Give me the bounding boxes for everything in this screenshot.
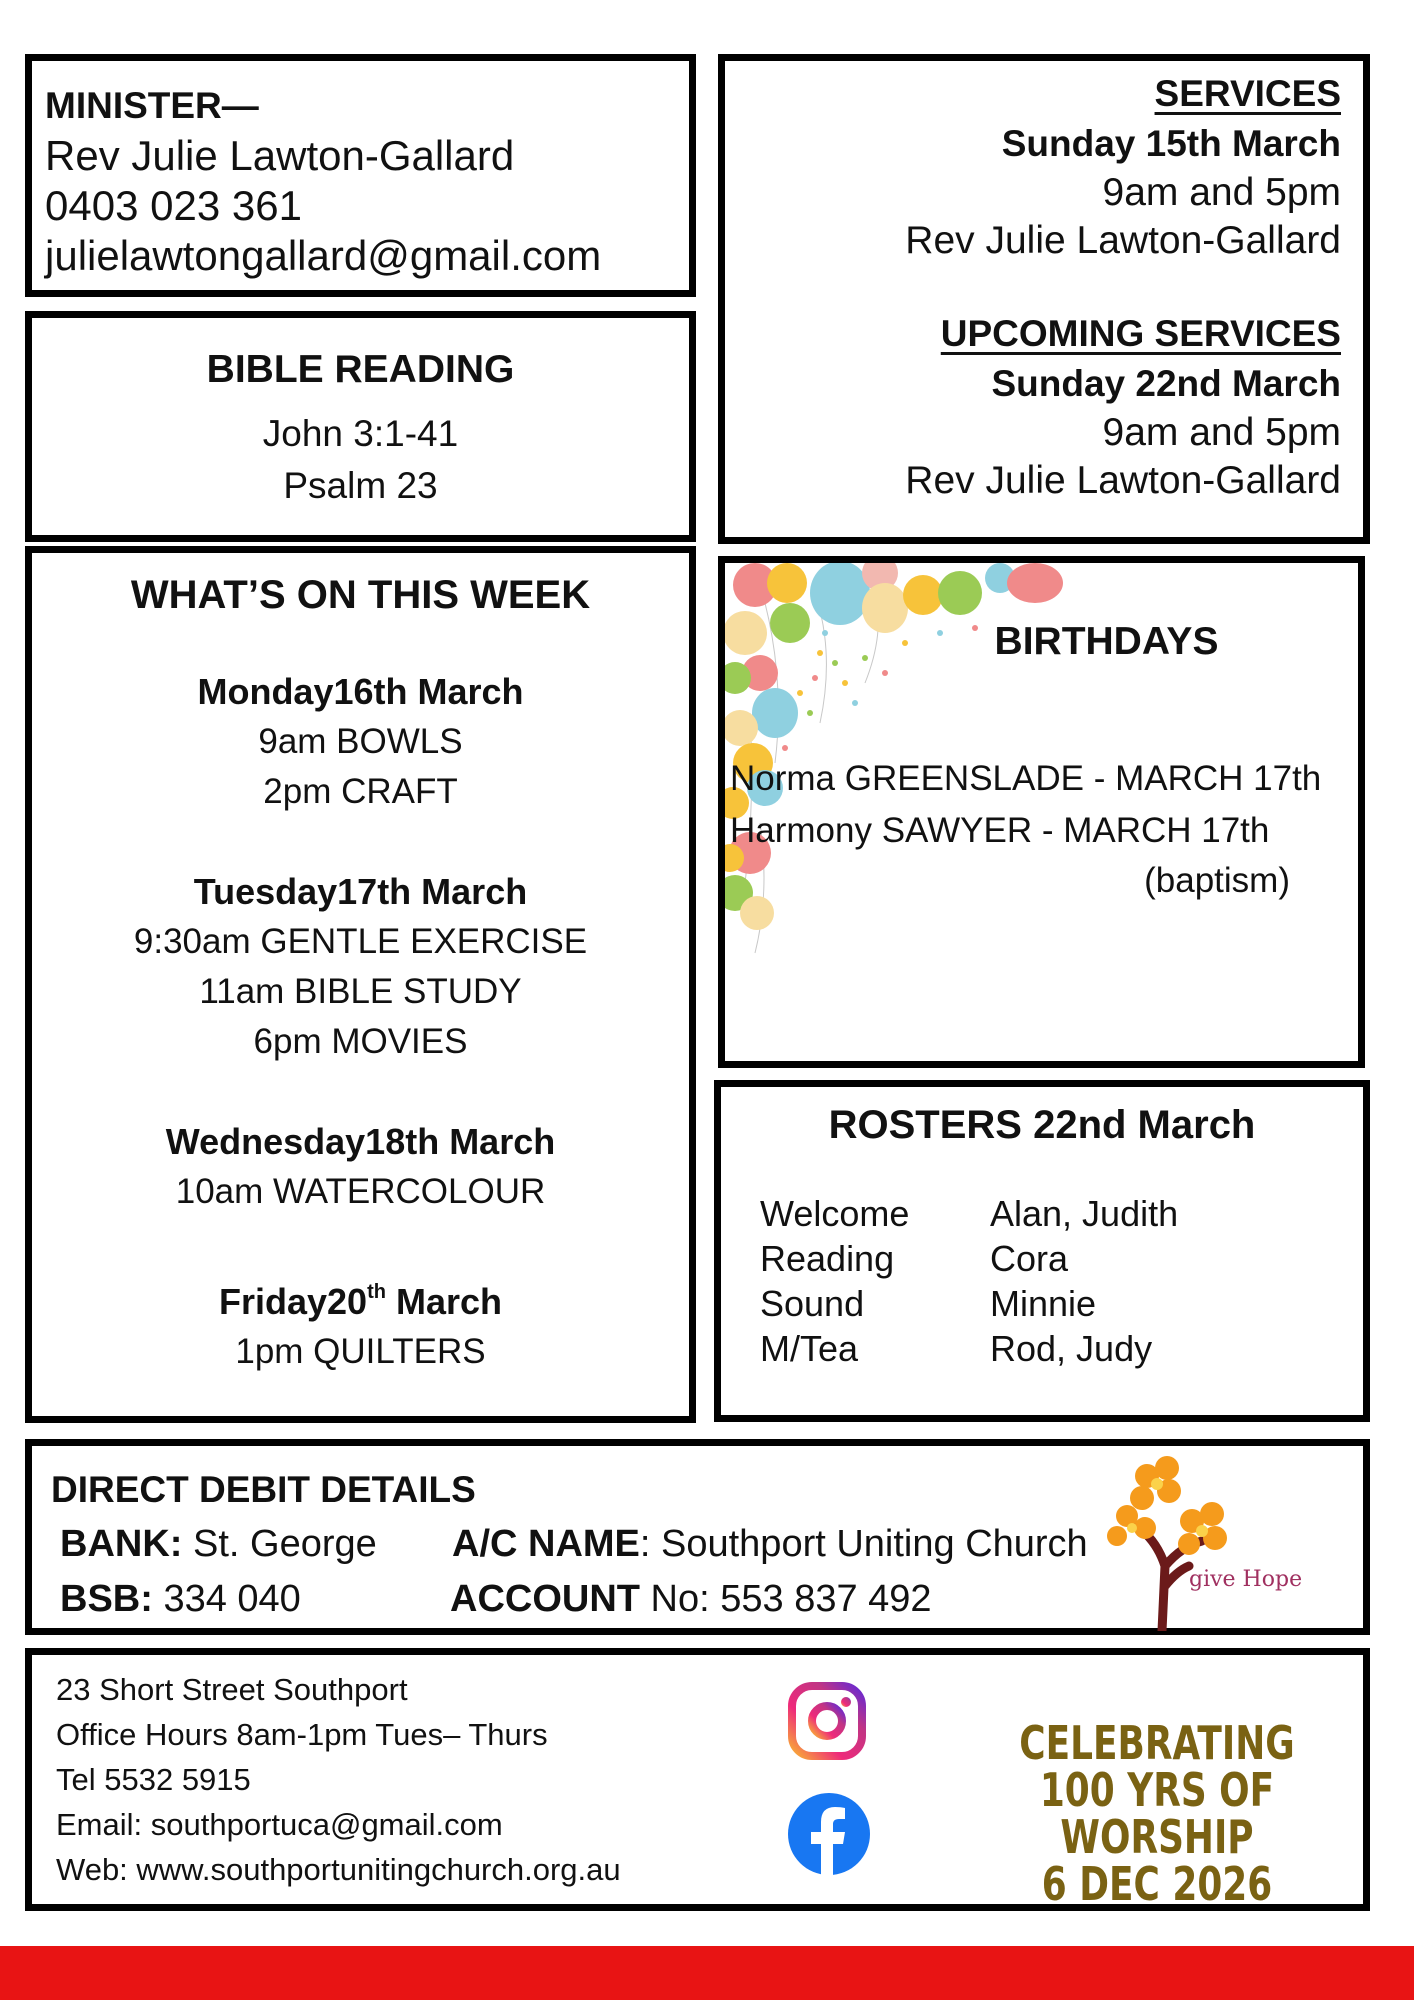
event-item: 6pm MOVIES [253, 1022, 468, 1061]
rosters-title: ROSTERS 22nd March [828, 1103, 1256, 1147]
day-heading: Wednesday18th March [165, 1121, 556, 1162]
birthdays-title: BIRTHDAYS [994, 620, 1219, 663]
instagram-icon[interactable] [787, 1681, 867, 1761]
bsb-label: BSB: [60, 1578, 153, 1620]
birthday-entry: Norma GREENSLADE - MARCH 17th [730, 759, 1322, 798]
roster-names: Alan, Judith [990, 1193, 1179, 1234]
ac-name-value: : Southport Uniting Church [639, 1523, 1088, 1565]
bank-label: BANK: [60, 1523, 183, 1565]
minister-phone: 0403 023 361 [45, 182, 302, 229]
bible-reading-title: BIBLE READING [206, 348, 515, 391]
upcoming-service-minister: Rev Julie Lawton-Gallard [905, 459, 1341, 502]
contact-web[interactable]: Web: www.southportunitingchurch.org.au [56, 1852, 621, 1887]
centenary-banner [1005, 1716, 1309, 1911]
current-service-date: Sunday 15th March [1001, 123, 1341, 164]
contact-hours: Office Hours 8am-1pm Tues– Thurs [56, 1717, 548, 1752]
birthday-note: (baptism) [1144, 861, 1290, 900]
bank-line [60, 1518, 377, 1570]
event-item: 10am WATERCOLOUR [175, 1172, 546, 1211]
account-line [450, 1573, 932, 1625]
reading-item: John 3:1-41 [262, 413, 459, 454]
roster-role: Welcome [760, 1193, 910, 1234]
current-service-times: 9am and 5pm [1102, 171, 1341, 214]
contact-box [25, 1648, 1370, 1911]
roster-names: Cora [990, 1238, 1069, 1279]
centenary-line: CELEBRATING [1019, 1716, 1295, 1770]
day-heading-prefix: Friday20 [218, 1281, 368, 1322]
upcoming-service-times: 9am and 5pm [1102, 411, 1341, 454]
event-item: 9am BOWLS [258, 722, 463, 761]
ac-name-label: A/C NAME [452, 1523, 640, 1565]
day-heading-sup: th [367, 1281, 386, 1303]
upcoming-services-heading: UPCOMING SERVICES [940, 313, 1341, 354]
roster-names: Minnie [990, 1283, 1097, 1324]
day-heading: Tuesday17th March [193, 871, 528, 912]
event-item: 9:30am GENTLE EXERCISE [133, 922, 588, 961]
day-heading [32, 1267, 689, 1327]
roster-row [760, 1237, 1068, 1281]
account-value: No: 553 837 492 [639, 1578, 932, 1620]
rosters-box [714, 1080, 1370, 1422]
centenary-line: 100 YRS OF WORSHIP [1039, 1763, 1275, 1864]
reading-item: Psalm 23 [283, 465, 438, 506]
whats-on-title: WHAT’S ON THIS WEEK [130, 573, 591, 617]
give-hope-logo [1107, 1446, 1307, 1631]
roster-names: Rod, Judy [990, 1328, 1153, 1369]
bsb-value: 334 040 [152, 1578, 301, 1620]
direct-debit-title: DIRECT DEBIT DETAILS [51, 1469, 476, 1510]
minister-box [25, 54, 696, 297]
roster-role: M/Tea [760, 1328, 859, 1369]
day-heading: Monday16th March [197, 671, 524, 712]
footer-red-bar [0, 1946, 1414, 2000]
minister-title: MINISTER— [45, 85, 259, 126]
services-box [718, 54, 1370, 544]
event-item: 1pm QUILTERS [235, 1332, 486, 1371]
roster-role: Reading [760, 1238, 895, 1279]
roster-row [760, 1282, 1096, 1326]
bank-value: St. George [182, 1523, 377, 1565]
contact-email[interactable]: Email: southportuca@gmail.com [56, 1807, 503, 1842]
direct-debit-box [25, 1439, 1370, 1635]
roster-row [760, 1327, 1152, 1371]
contact-tel: Tel 5532 5915 [56, 1762, 251, 1797]
minister-email: julielawtongallard@gmail.com [45, 232, 602, 279]
roster-role: Sound [760, 1283, 865, 1324]
event-item: 2pm CRAFT [263, 772, 458, 811]
give-hope-text: give Hope [1189, 1567, 1303, 1592]
event-item: 11am BIBLE STUDY [199, 972, 522, 1011]
minister-name: Rev Julie Lawton-Gallard [45, 132, 515, 179]
centenary-line: 6 DEC 2026 [1041, 1857, 1273, 1911]
contact-address: 23 Short Street Southport [56, 1672, 408, 1707]
roster-row [760, 1192, 1178, 1236]
birthdays-box [718, 556, 1365, 1068]
ac-name-line [452, 1518, 1088, 1570]
bible-reading-box [25, 311, 696, 542]
services-heading: SERVICES [1154, 73, 1341, 114]
whats-on-box [25, 546, 696, 1423]
current-service-minister: Rev Julie Lawton-Gallard [905, 219, 1341, 262]
account-label: ACCOUNT [450, 1578, 640, 1620]
birthday-entry: Harmony SAWYER - MARCH 17th [730, 811, 1270, 850]
bsb-line [60, 1573, 301, 1625]
facebook-icon[interactable] [787, 1792, 871, 1876]
day-heading-suffix: March [385, 1281, 502, 1322]
upcoming-service-date: Sunday 22nd March [991, 363, 1341, 404]
